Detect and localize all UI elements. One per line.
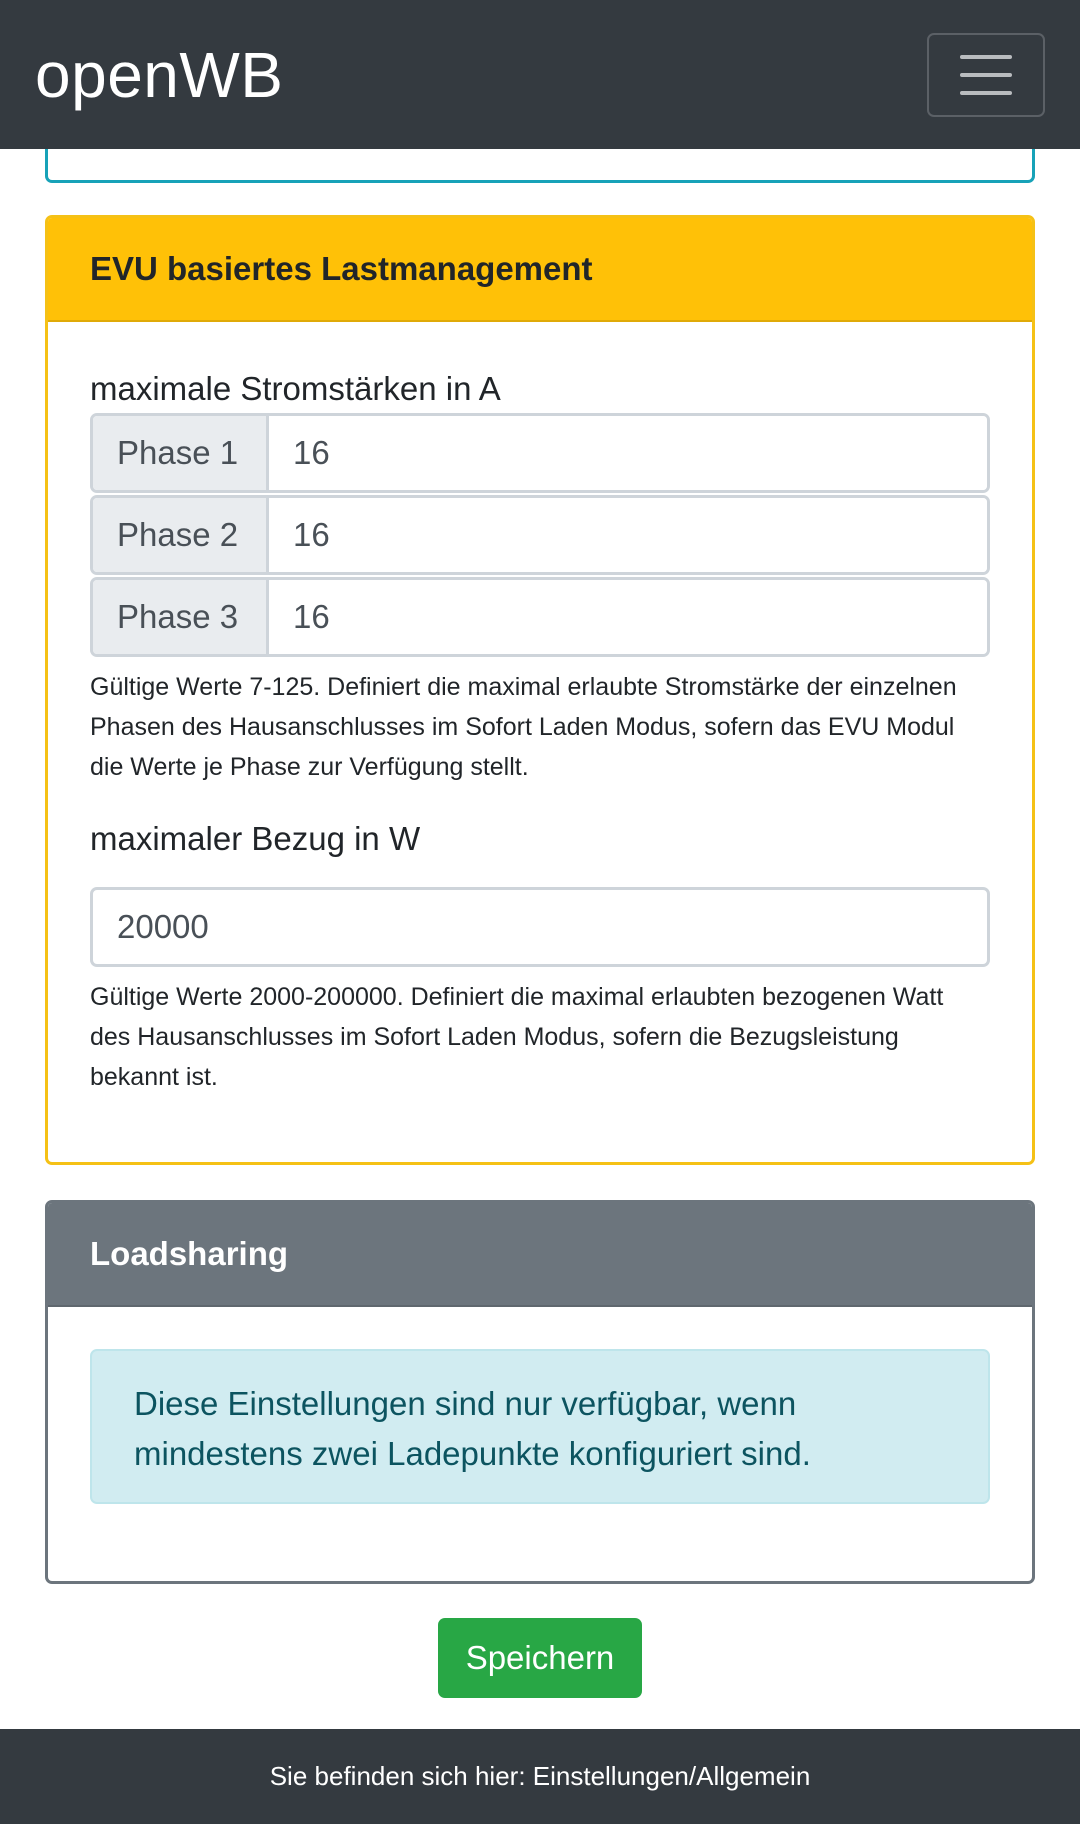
phase-2-input[interactable]: 16 [269,498,987,572]
save-button[interactable]: Speichern [438,1618,642,1698]
max-power-input[interactable]: 20000 [90,887,990,967]
phase-2-label: Phase 2 [93,498,269,572]
evu-load-management-card [45,215,1035,1165]
top-navbar [0,0,1080,149]
loadsharing-card-header: Loadsharing [48,1203,1032,1307]
max-power-label: maximaler Bezug in W [90,820,421,857]
phase-1-input-group [90,413,990,493]
phase-3-input-group [90,577,990,657]
loadsharing-info-alert: Diese Einstellungen sind nur verfügbar, wenn mindestens zwei Ladepunkte konfiguriert sind. [90,1349,990,1504]
phase-1-input[interactable]: 16 [269,416,987,490]
menu-bar [960,73,1012,77]
loadsharing-card-body [48,1349,1032,1504]
max-power-help-text: Gültige Werte 2000-200000. Definiert die maximal erlaubten bezogenen Watt des Hausanschlusses im Sofort Laden Modus, sofern die Bezugsleistung bekannt ist. [90,983,944,1091]
footer-breadcrumb: Sie befinden sich hier: Einstellungen/Allgemein [0,1729,1080,1824]
loadsharing-card [45,1200,1035,1584]
menu-bar [960,55,1012,59]
max-current-help-text: Gültige Werte 7-125. Definiert die maximal erlaubte Stromstärke der einzelnen Phasen des Hausanschlusses im Sofort Laden Modus, sofern das EVU Modul die Werte je Phase zur Verfügung stellt. [90,673,957,781]
phase-3-input[interactable]: 16 [269,580,987,654]
phase-2-input-group [90,495,990,575]
phase-3-label: Phase 3 [93,580,269,654]
evu-card-body [48,367,1032,1097]
brand-logo[interactable]: openWB [35,38,284,111]
max-current-label: maximale Stromstärken in A [90,370,501,407]
menu-bar [960,91,1012,95]
evu-card-header: EVU basiertes Lastmanagement [48,218,1032,322]
phase-1-label: Phase 1 [93,416,269,490]
hamburger-menu-icon[interactable] [927,33,1045,117]
